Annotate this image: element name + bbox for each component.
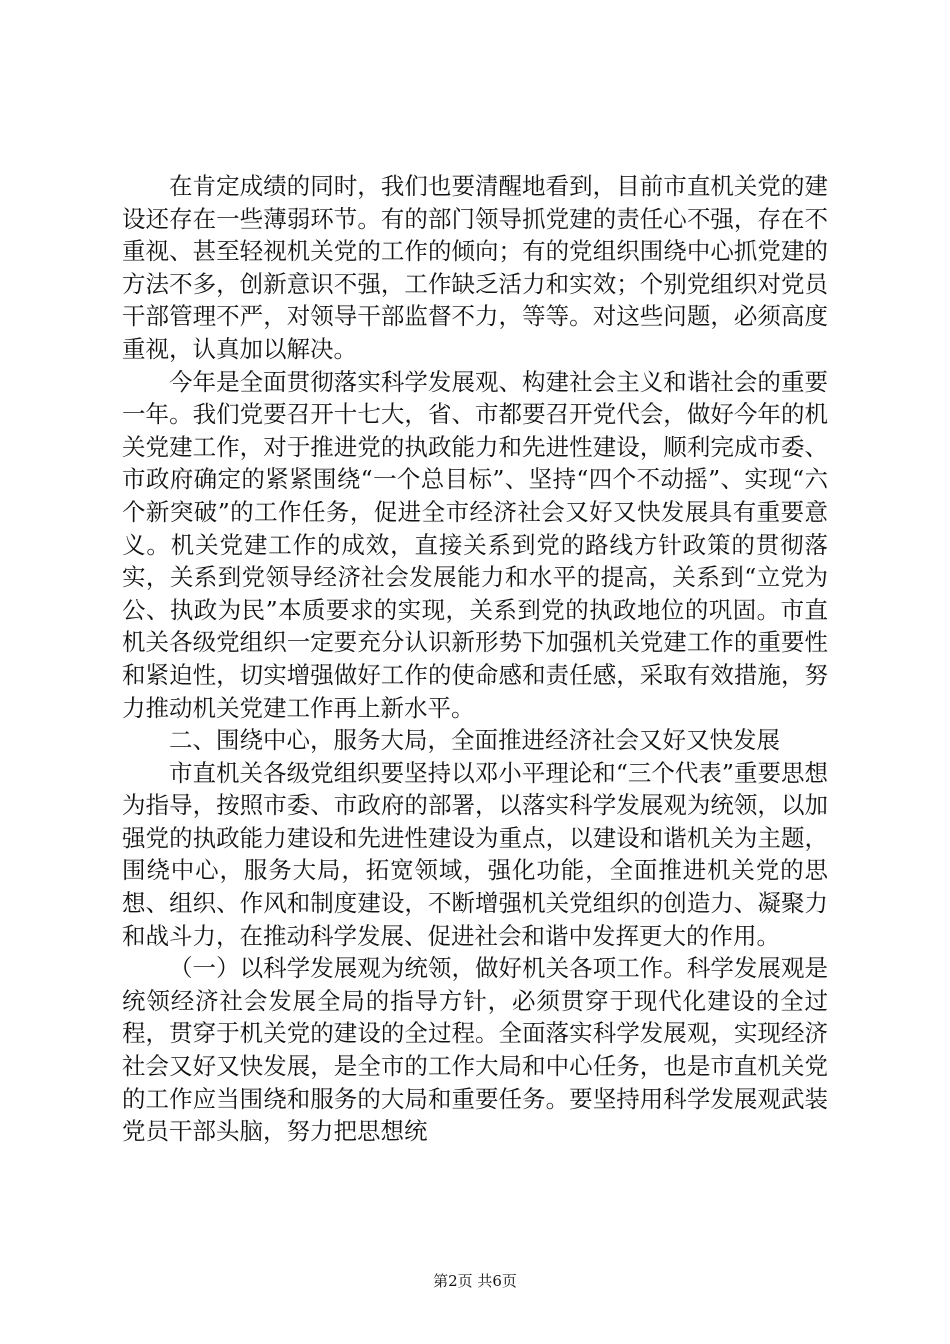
section-heading-two: 二、围绕中心，服务大局，全面推进经济社会又好又快发展	[169, 726, 780, 755]
document-body	[122, 170, 828, 1148]
paragraph-guidance: 市直机关各级党组织要坚持以邓小平理论和“三个代表”重要思想为指导，按照市委、市政府的部署，以落实科学发展观为统领，以加强党的执政能力建设和先进性建设为重点，以建设和谐机关为主题，围绕中心，服务大局，拓宽领域，强化功能，全面推进机关党的思想、组织、作风和制度建设，不断增强机关党组织的创造力、凝聚力和战斗力，在推动科学发展、促进社会和谐中发挥更大的作用。	[122, 758, 828, 950]
page-footer: 第2页 共6页	[433, 1272, 517, 1290]
paragraph-item-one: （一）以科学发展观为统领，做好机关各项工作。科学发展观是统领经济社会发展全局的指导方针，必须贯穿于现代化建设的全过程，贯穿于机关党的建设的全过程。全面落实科学发展观，实现经济社会又好又快发展，是全市的工作大局和中心任务，也是市直机关党的工作应当围绕和服务的大局和重要任务。要坚持用科学发展观武装党员干部头脑，努力把思想统	[122, 954, 828, 1146]
paragraph-this-year: 今年是全面贯彻落实科学发展观、构建社会主义和谐社会的重要一年。我们党要召开十七大，省、市都要召开党代会，做好今年的机关党建工作，对于推进党的执政能力和先进性建设，顺利完成市委、市政府确定的紧紧围绕“一个总目标”、坚持“四个不动摇”、实现“六个新突破”的工作任务，促进全市经济社会又好又快发展具有重要意义。机关党建工作的成效，直接关系到党的路线方针政策的贯彻落实，关系到党领导经济社会发展能力和水平的提高，关系到“立党为公、执政为民”本质要求的实现，关系到党的执政地位的巩固。市直机关各级党组织一定要充分认识新形势下加强机关党建工作的重要性和紧迫性，切实增强做好工作的使命感和责任感，采取有效措施，努力推动机关党建工作再上新水平。	[122, 367, 828, 722]
paragraph-weaknesses: 在肯定成绩的同时，我们也要清醒地看到，目前市直机关党的建设还存在一些薄弱环节。有的部门领导抓党建的责任心不强，存在不重视、甚至轻视机关党的工作的倾向；有的党组织围绕中心抓党建的方法不多，创新意识不强，工作缺乏活力和实效；个别党组织对党员干部管理不严，对领导干部监督不力，等等。对这些问题，必须高度重视，认真加以解决。	[122, 172, 828, 363]
